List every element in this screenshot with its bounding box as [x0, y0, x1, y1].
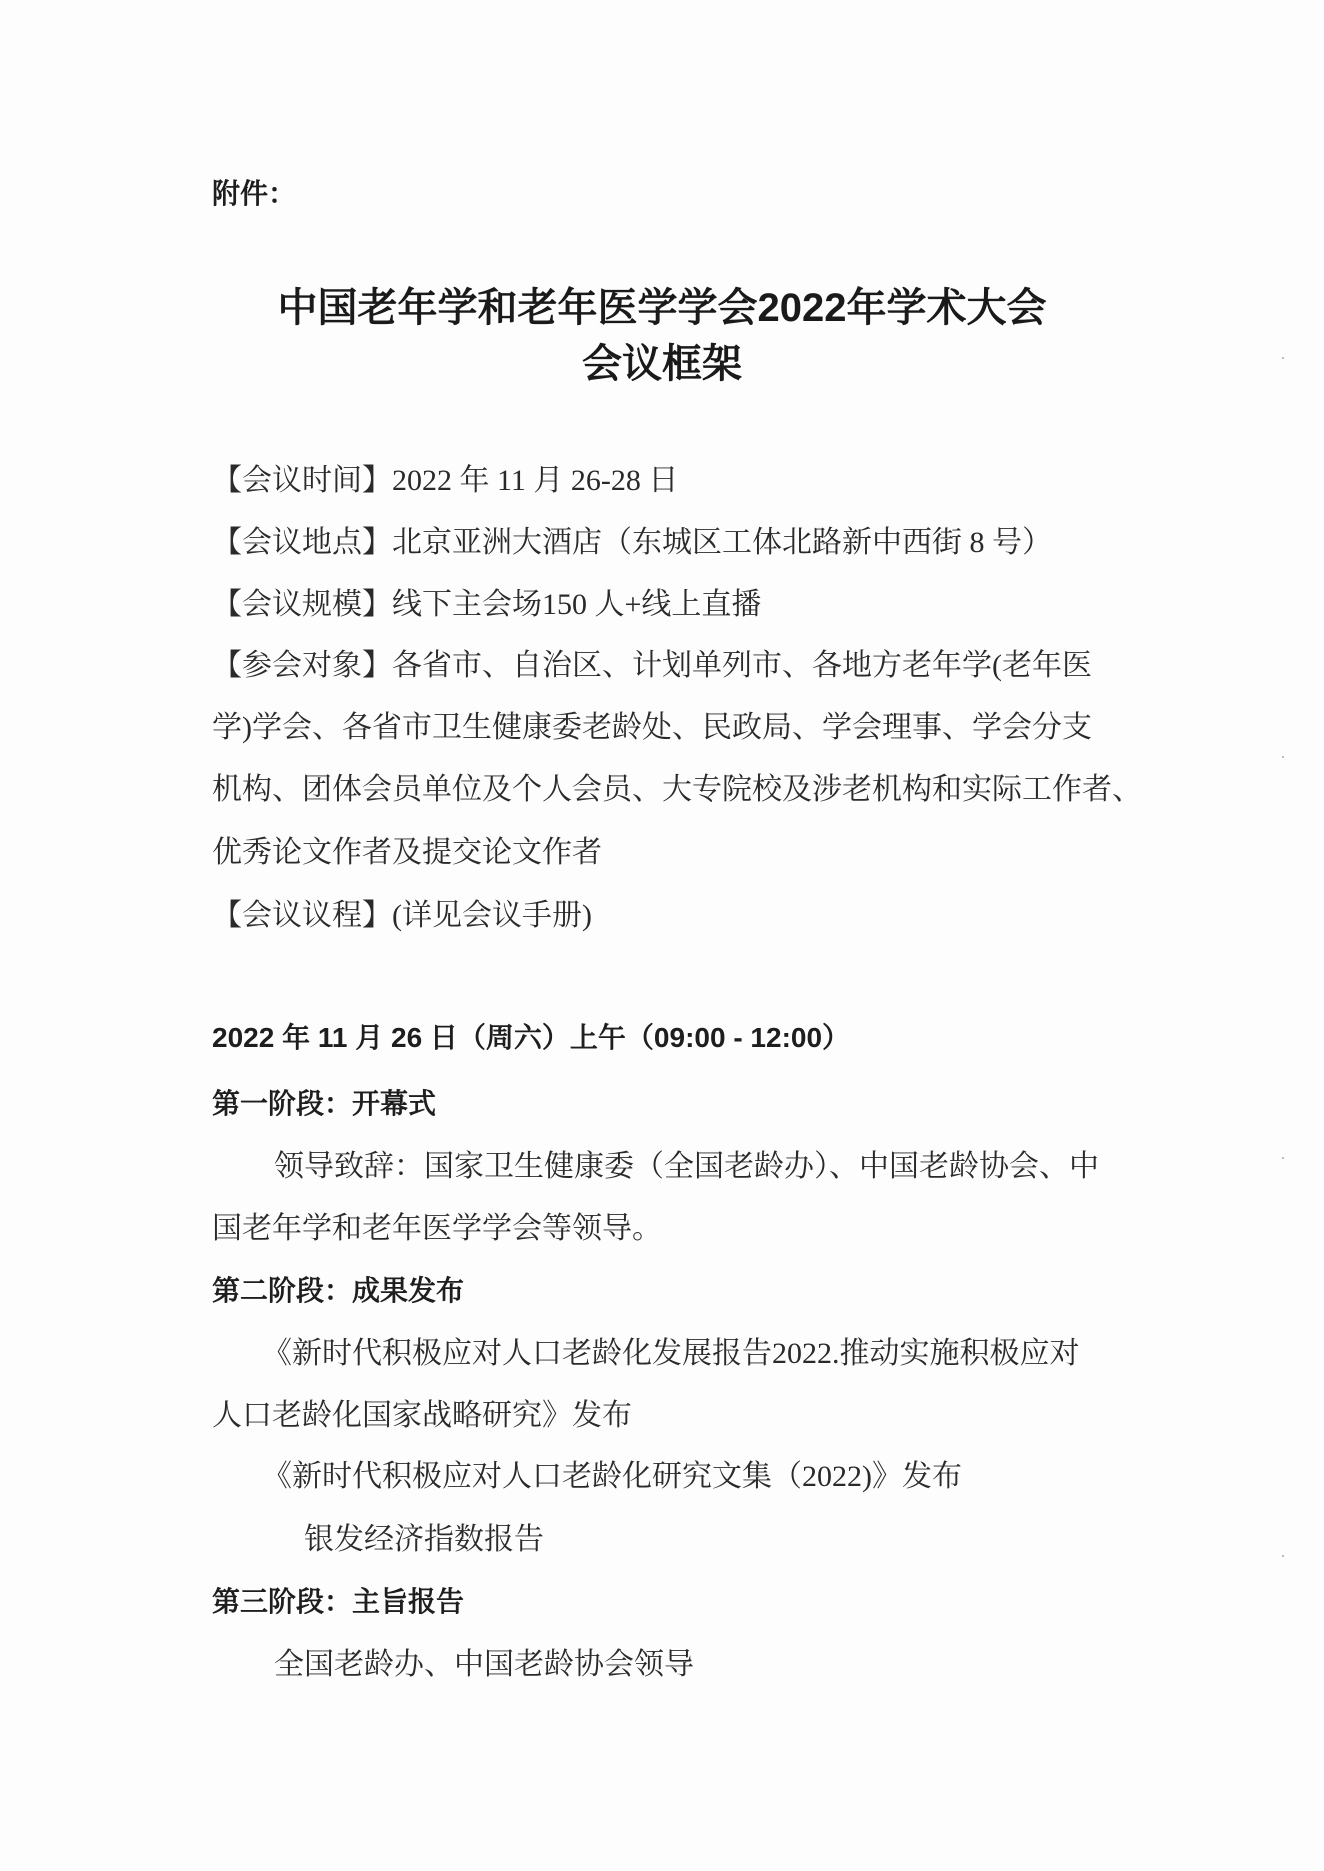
stage3-heading: 第三阶段：主旨报告	[212, 1586, 465, 1617]
stage2-text: 《新时代积极应对人口老龄化研究文集（2022)》发布	[262, 1460, 962, 1493]
scan-speck	[1282, 1555, 1284, 1557]
stage1-text: 国老年学和老年医学学会等领导。	[212, 1212, 662, 1245]
stage1-text: 领导致辞：国家卫生健康委（全国老龄办）、中国老龄协会、中	[274, 1150, 1099, 1183]
session-date: 2022 年 11 月 26 日（周六）上午（09:00 - 12:00）	[212, 1022, 851, 1053]
attendees-line: 【参会对象】各省市、自治区、计划单列市、各地方老年学(老年医	[212, 649, 1092, 682]
document-subtitle: 会议框架	[582, 342, 742, 386]
attendees-line: 学)学会、各省市卫生健康委老龄处、民政局、学会理事、学会分支	[212, 711, 1092, 744]
stage3-text: 全国老龄办、中国老龄协会领导	[274, 1648, 694, 1681]
scan-speck	[1282, 756, 1284, 758]
attendees-line: 优秀论文作者及提交论文作者	[212, 836, 602, 869]
stage2-text: 《新时代积极应对人口老龄化发展报告2022.推动实施积极应对	[262, 1337, 1080, 1370]
attendees-line: 机构、团体会员单位及个人会员、大专院校及涉老机构和实际工作者、	[212, 773, 1142, 806]
stage2-heading: 第二阶段：成果发布	[212, 1275, 465, 1306]
stage1-heading: 第一阶段：开幕式	[212, 1088, 437, 1119]
meeting-location: 【会议地点】北京亚洲大酒店（东城区工体北路新中西街 8 号）	[212, 526, 1052, 559]
meeting-time: 【会议时间】2022 年 11 月 26-28 日	[212, 464, 679, 497]
stage2-text: 人口老龄化国家战略研究》发布	[212, 1399, 632, 1432]
scan-speck	[1282, 1157, 1284, 1159]
stage2-text: 银发经济指数报告	[304, 1523, 544, 1556]
meeting-scale: 【会议规模】线下主会场150 人+线上直播	[212, 588, 762, 621]
meeting-agenda: 【会议议程】(详见会议手册)	[212, 899, 592, 932]
attachment-label: 附件：	[212, 178, 297, 209]
scan-speck	[1282, 357, 1284, 359]
document-title: 中国老年学和老年医学学会2022年学术大会	[277, 286, 1047, 330]
